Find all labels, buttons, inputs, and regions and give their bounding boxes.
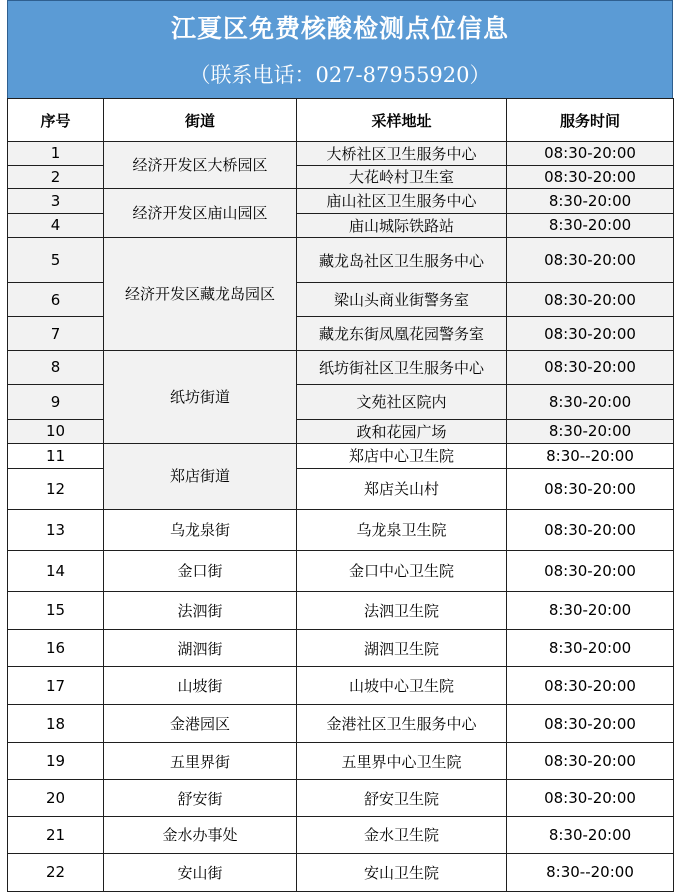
cell-time: 08:30-20:00 <box>507 165 674 189</box>
table-row <box>8 350 674 384</box>
cell-address: 山坡中心卫生院 <box>297 667 507 705</box>
cell-no: 6 <box>8 283 104 317</box>
cell-street: 法泗街 <box>104 591 297 629</box>
table-header-row <box>8 99 674 142</box>
cell-address: 大桥社区卫生服务中心 <box>297 142 507 166</box>
cell-street: 舒安街 <box>104 780 297 817</box>
cell-address: 藏龙岛社区卫生服务中心 <box>297 238 507 283</box>
cell-street: 湖泗街 <box>104 629 297 667</box>
cell-no: 19 <box>8 743 104 780</box>
cell-address: 金港社区卫生服务中心 <box>297 705 507 743</box>
cell-time: 08:30-20:00 <box>507 743 674 780</box>
cell-street: 郑店街道 <box>104 444 297 510</box>
cell-no: 7 <box>8 317 104 351</box>
table-row <box>8 629 674 667</box>
cell-time: 08:30-20:00 <box>507 350 674 384</box>
table-row <box>8 550 674 591</box>
cell-no: 2 <box>8 165 104 189</box>
cell-address: 金口中心卫生院 <box>297 550 507 591</box>
cell-address: 乌龙泉卫生院 <box>297 509 507 550</box>
cell-no: 3 <box>8 189 104 214</box>
table-row <box>8 853 674 891</box>
table-body <box>8 142 674 892</box>
cell-street: 乌龙泉街 <box>104 509 297 550</box>
cell-no: 16 <box>8 629 104 667</box>
cell-no: 15 <box>8 591 104 629</box>
cell-time: 08:30-20:00 <box>507 667 674 705</box>
cell-no: 1 <box>8 142 104 166</box>
cell-address: 藏龙东街凤凰花园警务室 <box>297 317 507 351</box>
testing-sites-table <box>7 98 674 892</box>
cell-no: 12 <box>8 468 104 509</box>
cell-no: 11 <box>8 444 104 469</box>
column-header-time: 服务时间 <box>507 99 674 142</box>
column-header-no: 序号 <box>8 99 104 142</box>
cell-time: 8:30-20:00 <box>507 419 674 444</box>
cell-time: 8:30-20:00 <box>507 189 674 214</box>
cell-no: 21 <box>8 817 104 854</box>
column-header-address: 采样地址 <box>297 99 507 142</box>
cell-time: 8:30-20:00 <box>507 591 674 629</box>
cell-no: 20 <box>8 780 104 817</box>
cell-street: 经济开发区庙山园区 <box>104 189 297 238</box>
cell-no: 18 <box>8 705 104 743</box>
cell-address: 纸坊街社区卫生服务中心 <box>297 350 507 384</box>
cell-address: 庙山城际铁路站 <box>297 213 507 238</box>
cell-time: 8:30--20:00 <box>507 444 674 469</box>
cell-address: 梁山头商业街警务室 <box>297 283 507 317</box>
cell-street: 金水办事处 <box>104 817 297 854</box>
table-row <box>8 238 674 283</box>
cell-address: 政和花园广场 <box>297 419 507 444</box>
table-row <box>8 444 674 469</box>
cell-no: 10 <box>8 419 104 444</box>
cell-address: 郑店中心卫生院 <box>297 444 507 469</box>
cell-street: 金口街 <box>104 550 297 591</box>
cell-time: 08:30-20:00 <box>507 705 674 743</box>
cell-no: 22 <box>8 853 104 891</box>
cell-no: 8 <box>8 350 104 384</box>
cell-time: 8:30--20:00 <box>507 853 674 891</box>
cell-no: 5 <box>8 238 104 283</box>
page-header <box>7 0 673 98</box>
table-row <box>8 780 674 817</box>
table-row <box>8 817 674 854</box>
table-row <box>8 705 674 743</box>
cell-address: 金水卫生院 <box>297 817 507 854</box>
cell-street: 五里界街 <box>104 743 297 780</box>
cell-address: 湖泗卫生院 <box>297 629 507 667</box>
cell-time: 08:30-20:00 <box>507 468 674 509</box>
cell-address: 庙山社区卫生服务中心 <box>297 189 507 214</box>
cell-address: 安山卫生院 <box>297 853 507 891</box>
contact-phone: （联系电话：027-87955920） <box>189 63 491 87</box>
cell-no: 14 <box>8 550 104 591</box>
cell-time: 08:30-20:00 <box>507 142 674 166</box>
cell-time: 8:30-20:00 <box>507 213 674 238</box>
cell-time: 08:30-20:00 <box>507 317 674 351</box>
cell-street: 安山街 <box>104 853 297 891</box>
cell-time: 08:30-20:00 <box>507 509 674 550</box>
table-row <box>8 667 674 705</box>
cell-address: 大花岭村卫生室 <box>297 165 507 189</box>
cell-time: 08:30-20:00 <box>507 283 674 317</box>
table-row <box>8 142 674 166</box>
page-title: 江夏区免费核酸检测点位信息 <box>170 14 509 43</box>
cell-time: 8:30-20:00 <box>507 629 674 667</box>
table-row <box>8 189 674 214</box>
table-row <box>8 591 674 629</box>
cell-time: 08:30-20:00 <box>507 238 674 283</box>
cell-address: 郑店关山村 <box>297 468 507 509</box>
cell-time: 8:30-20:00 <box>507 817 674 854</box>
cell-street: 山坡街 <box>104 667 297 705</box>
cell-no: 4 <box>8 213 104 238</box>
cell-address: 五里界中心卫生院 <box>297 743 507 780</box>
cell-street: 经济开发区藏龙岛园区 <box>104 238 297 351</box>
cell-address: 文苑社区院内 <box>297 384 507 419</box>
cell-address: 法泗卫生院 <box>297 591 507 629</box>
cell-no: 9 <box>8 384 104 419</box>
cell-street: 金港园区 <box>104 705 297 743</box>
cell-time: 08:30-20:00 <box>507 780 674 817</box>
cell-time: 8:30-20:00 <box>507 384 674 419</box>
cell-address: 舒安卫生院 <box>297 780 507 817</box>
cell-street: 纸坊街道 <box>104 350 297 443</box>
column-header-street: 街道 <box>104 99 297 142</box>
table-row <box>8 509 674 550</box>
cell-time: 08:30-20:00 <box>507 550 674 591</box>
table-row <box>8 743 674 780</box>
cell-street: 经济开发区大桥园区 <box>104 142 297 189</box>
cell-no: 17 <box>8 667 104 705</box>
cell-no: 13 <box>8 509 104 550</box>
